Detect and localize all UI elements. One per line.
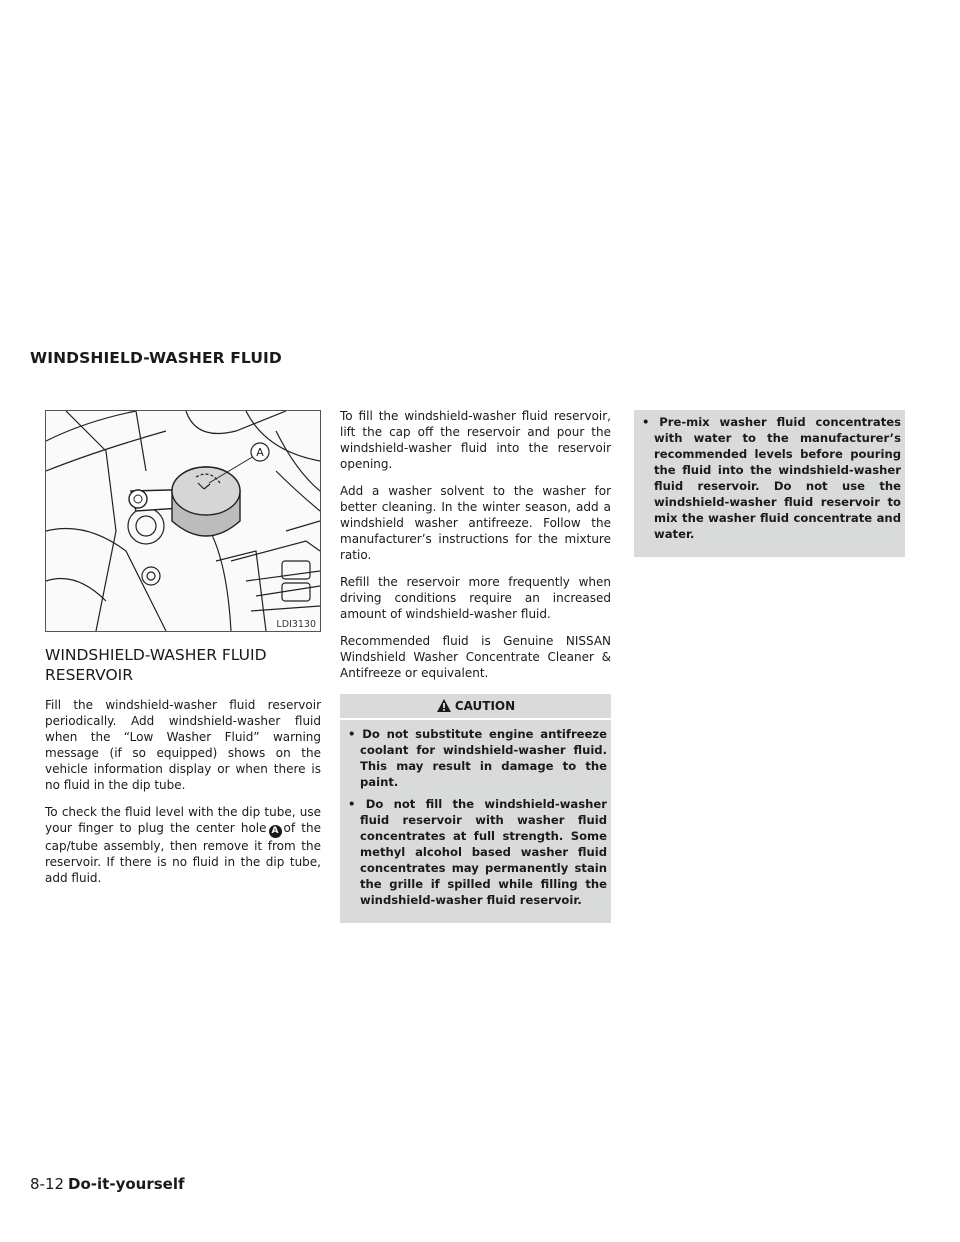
caution-title: CAUTION — [454, 699, 516, 713]
caution-list — [340, 720, 611, 908]
paragraph: Recommended fluid is Genuine NISSAN Windshield Washer Concentrate Cleaner & Antifreeze or equivalent. — [340, 634, 611, 680]
figure-code: LDI3130 — [276, 619, 316, 630]
caution-box — [340, 694, 611, 923]
page-number: 8-12 — [30, 1175, 65, 1193]
section-title: WINDSHIELD-WASHER FLUID — [30, 349, 282, 367]
paragraph: Fill the windshield-washer fluid reservoir periodically. Add windshield-washer fluid when the “Low Washer Fluid” warning message (if so equipped) shows on the vehicle information display or when there is no fluid in the dip tube. — [45, 698, 321, 792]
subsection-title: WINDSHIELD-WASHER FLUID RESERVOIR — [45, 646, 267, 684]
caution-item: • Do not substitute engine antifreeze coolant for windshield-washer fluid. This may result in damage to the paint. — [348, 727, 607, 789]
engine-bay-drawing — [46, 411, 320, 631]
callout-a-label: A — [256, 446, 264, 459]
paragraph-text: To check the fluid level with the dip tube, use your finger to plug the center hole — [45, 805, 321, 835]
column-2 — [340, 408, 611, 923]
caution-list — [634, 410, 905, 542]
page-footer — [30, 1175, 185, 1193]
caution-item: • Pre-mix washer fluid concentrates with water to the manufacturer’s recommended levels before pouring the fluid into the windshield-washer fluid reservoir. Do not use the windshield-washer fluid reservoir to mix the washer fluid concentrate and water. — [642, 415, 901, 541]
warning-triangle-icon — [436, 697, 452, 721]
paragraph-text: of the cap/tube assembly, then remove it from the reservoir. If there is no fluid in the dip tube, add fluid. — [45, 821, 322, 885]
paragraph — [45, 804, 321, 886]
chapter-name: Do-it-yourself — [68, 1175, 185, 1193]
caution-header — [340, 694, 611, 720]
paragraph: Refill the reservoir more frequently when driving conditions require an increased amount of windshield-washer fluid. — [340, 575, 611, 621]
column-3 — [634, 410, 905, 557]
caution-box-continued — [634, 410, 905, 557]
paragraph: To fill the windshield-washer fluid reservoir, lift the cap off the reservoir and pour the windshield-washer fluid into the reservoir opening. — [340, 409, 611, 471]
column-1 — [45, 410, 321, 897]
callout-a-icon: A — [269, 825, 282, 838]
reservoir-illustration — [45, 410, 321, 632]
paragraph: Add a washer solvent to the washer for better cleaning. In the winter season, add a windshield washer antifreeze. Follow the manufacturer’s instructions for the mixture ratio. — [340, 484, 611, 562]
caution-item: • Do not fill the windshield-washer fluid reservoir with washer fluid concentrates at full strength. Some methyl alcohol based washer fluid concentrates may permanently stain the grille if spilled while filling the windshield-washer fluid reservoir. — [348, 797, 607, 907]
